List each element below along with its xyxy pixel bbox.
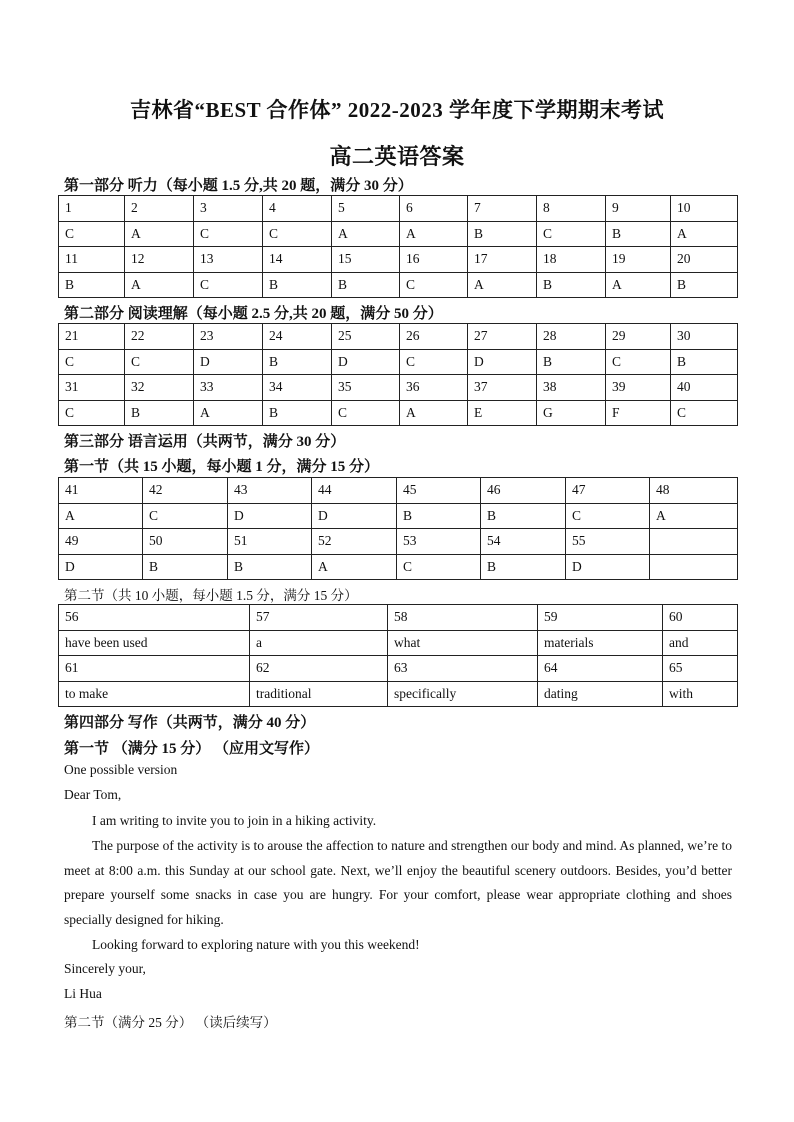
question-number-cell: 38 bbox=[537, 375, 606, 401]
answer-cell: B bbox=[537, 349, 606, 375]
question-number-cell: 1 bbox=[59, 196, 125, 222]
answer-cell: B bbox=[481, 503, 566, 529]
part4-section2-heading: 第二节（满分 25 分） （读后续写） bbox=[64, 1015, 277, 1030]
answer-cell: B bbox=[59, 272, 125, 298]
answer-cell: D bbox=[228, 503, 312, 529]
question-number-cell: 48 bbox=[650, 478, 738, 504]
part4-section1-heading: 第一节 （满分 15 分） （应用文写作） bbox=[64, 741, 320, 757]
question-number-cell: 19 bbox=[606, 247, 671, 273]
answer-cell: A bbox=[671, 221, 738, 247]
letter-greeting: Dear Tom, bbox=[64, 787, 122, 802]
question-number-cell: 2 bbox=[125, 196, 194, 222]
question-number-cell: 6 bbox=[400, 196, 468, 222]
letter-closing: Sincerely your, bbox=[64, 961, 146, 976]
answer-cell: C bbox=[332, 400, 400, 426]
answer-cell: D bbox=[312, 503, 397, 529]
answer-cell: A bbox=[650, 503, 738, 529]
question-number-cell: 37 bbox=[468, 375, 537, 401]
question-number-cell: 42 bbox=[143, 478, 228, 504]
answer-cell: D bbox=[468, 349, 537, 375]
answer-cell: A bbox=[194, 400, 263, 426]
question-number-cell: 15 bbox=[332, 247, 400, 273]
question-number-cell: 16 bbox=[400, 247, 468, 273]
answer-cell: D bbox=[194, 349, 263, 375]
question-number-cell: 14 bbox=[263, 247, 332, 273]
answer-cell: C bbox=[263, 221, 332, 247]
answer-cell: C bbox=[606, 349, 671, 375]
question-number-cell: 65 bbox=[663, 656, 738, 682]
answer-cell: materials bbox=[538, 630, 663, 656]
answer-cell: C bbox=[59, 349, 125, 375]
question-number-row bbox=[59, 605, 738, 631]
answer-row bbox=[59, 503, 738, 529]
answer-cell: C bbox=[671, 400, 738, 426]
question-number-cell: 9 bbox=[606, 196, 671, 222]
part2-answer-table bbox=[58, 323, 738, 426]
question-number-row bbox=[59, 247, 738, 273]
answer-cell: C bbox=[400, 349, 468, 375]
question-number-cell: 3 bbox=[194, 196, 263, 222]
answer-cell: have been used bbox=[59, 630, 250, 656]
answer-cell: D bbox=[59, 554, 143, 580]
answer-cell: B bbox=[228, 554, 312, 580]
question-number-cell: 5 bbox=[332, 196, 400, 222]
question-number-row bbox=[59, 324, 738, 350]
question-number-cell: 41 bbox=[59, 478, 143, 504]
part3-heading: 第三部分 语言运用（共两节，满分 30 分） bbox=[64, 434, 346, 450]
answer-cell: with bbox=[663, 681, 738, 707]
question-number-cell: 12 bbox=[125, 247, 194, 273]
question-number-cell: 62 bbox=[250, 656, 388, 682]
answer-cell: C bbox=[400, 272, 468, 298]
answer-cell: A bbox=[312, 554, 397, 580]
question-number-cell: 61 bbox=[59, 656, 250, 682]
answer-cell: specifically bbox=[388, 681, 538, 707]
question-number-cell: 44 bbox=[312, 478, 397, 504]
answer-cell: D bbox=[566, 554, 650, 580]
answer-cell: A bbox=[59, 503, 143, 529]
question-number-cell: 17 bbox=[468, 247, 537, 273]
document-subtitle: 高二英语答案 bbox=[329, 144, 465, 169]
answer-cell: C bbox=[537, 221, 606, 247]
question-number-cell: 36 bbox=[400, 375, 468, 401]
question-number-cell: 63 bbox=[388, 656, 538, 682]
question-number-cell: 57 bbox=[250, 605, 388, 631]
answer-cell: A bbox=[332, 221, 400, 247]
question-number-cell: 33 bbox=[194, 375, 263, 401]
question-number-cell: 28 bbox=[537, 324, 606, 350]
part3-section1-answer-table bbox=[58, 477, 738, 580]
question-number-cell: 54 bbox=[481, 529, 566, 555]
answer-cell: A bbox=[606, 272, 671, 298]
question-number-cell: 26 bbox=[400, 324, 468, 350]
question-number-cell: 60 bbox=[663, 605, 738, 631]
letter-signature: Li Hua bbox=[64, 986, 102, 1001]
question-number-cell: 52 bbox=[312, 529, 397, 555]
question-number-cell: 27 bbox=[468, 324, 537, 350]
question-number-cell: 59 bbox=[538, 605, 663, 631]
part3-section1-heading: 第一节（共 15 小题，每小题 1 分，满分 15 分） bbox=[64, 459, 380, 475]
answer-cell: C bbox=[566, 503, 650, 529]
answer-cell: B bbox=[332, 272, 400, 298]
question-number-cell: 25 bbox=[332, 324, 400, 350]
question-number-cell: 21 bbox=[59, 324, 125, 350]
question-number-cell: 29 bbox=[606, 324, 671, 350]
part3-section2-heading: 第二节（共 10 小题，每小题 1.5 分，满分 15 分） bbox=[64, 588, 358, 603]
question-number-cell: 50 bbox=[143, 529, 228, 555]
question-number-cell: 47 bbox=[566, 478, 650, 504]
answer-cell: F bbox=[606, 400, 671, 426]
answer-cell: A bbox=[125, 221, 194, 247]
answer-cell: C bbox=[59, 400, 125, 426]
question-number-row bbox=[59, 529, 738, 555]
question-number-cell: 32 bbox=[125, 375, 194, 401]
answer-cell: A bbox=[400, 400, 468, 426]
question-number-cell: 40 bbox=[671, 375, 738, 401]
question-number-cell: 56 bbox=[59, 605, 250, 631]
part2-heading: 第二部分 阅读理解（每小题 2.5 分,共 20 题，满分 50 分） bbox=[64, 306, 443, 322]
question-number-row bbox=[59, 375, 738, 401]
answer-cell: A bbox=[400, 221, 468, 247]
answer-row bbox=[59, 272, 738, 298]
letter-paragraph-1: I am writing to invite you to join in a hiking activity. bbox=[92, 813, 377, 828]
question-number-cell: 49 bbox=[59, 529, 143, 555]
letter-paragraph-2: The purpose of the activity is to arouse the affection to nature and strengthen our body and mind. As planned, we’re to meet at 8:00 a.m. this Sunday at our school gate. Next, we’ll enjoy the beautiful scenery outdoors. Besides, you’d better prepare yourself some snacks in case you are hungry. For your comfort, please wear appropriate clothing and shoes specially designed for hiking. bbox=[64, 838, 732, 928]
question-number-cell: 31 bbox=[59, 375, 125, 401]
answer-cell: B bbox=[263, 272, 332, 298]
question-number-cell bbox=[650, 529, 738, 555]
answer-cell: G bbox=[537, 400, 606, 426]
question-number-cell: 11 bbox=[59, 247, 125, 273]
question-number-row bbox=[59, 656, 738, 682]
answer-cell: C bbox=[194, 221, 263, 247]
answer-cell: C bbox=[59, 221, 125, 247]
part1-answer-table bbox=[58, 195, 738, 298]
answer-cell: B bbox=[606, 221, 671, 247]
answer-cell: and bbox=[663, 630, 738, 656]
question-number-row bbox=[59, 478, 738, 504]
answer-cell: C bbox=[143, 503, 228, 529]
question-number-cell: 58 bbox=[388, 605, 538, 631]
question-number-cell: 23 bbox=[194, 324, 263, 350]
question-number-cell: 7 bbox=[468, 196, 537, 222]
answer-cell: traditional bbox=[250, 681, 388, 707]
answer-row bbox=[59, 554, 738, 580]
answer-row bbox=[59, 630, 738, 656]
question-number-row bbox=[59, 196, 738, 222]
document-title: 吉林省“BEST 合作体” 2022-2023 学年度下学期期末考试 bbox=[129, 98, 665, 122]
question-number-cell: 4 bbox=[263, 196, 332, 222]
question-number-cell: 35 bbox=[332, 375, 400, 401]
letter-paragraph-3: Looking forward to exploring nature with you this weekend! bbox=[92, 937, 420, 952]
answer-cell: dating bbox=[538, 681, 663, 707]
question-number-cell: 34 bbox=[263, 375, 332, 401]
answer-row bbox=[59, 349, 738, 375]
answer-row bbox=[59, 221, 738, 247]
question-number-cell: 30 bbox=[671, 324, 738, 350]
answer-cell: B bbox=[397, 503, 481, 529]
question-number-cell: 24 bbox=[263, 324, 332, 350]
question-number-cell: 55 bbox=[566, 529, 650, 555]
answer-cell: E bbox=[468, 400, 537, 426]
answer-cell: D bbox=[332, 349, 400, 375]
answer-cell: a bbox=[250, 630, 388, 656]
question-number-cell: 64 bbox=[538, 656, 663, 682]
answer-cell: C bbox=[125, 349, 194, 375]
answer-cell: B bbox=[263, 349, 332, 375]
question-number-cell: 45 bbox=[397, 478, 481, 504]
answer-cell: B bbox=[537, 272, 606, 298]
answer-row bbox=[59, 400, 738, 426]
answer-cell: A bbox=[125, 272, 194, 298]
answer-cell: B bbox=[468, 221, 537, 247]
answer-cell: what bbox=[388, 630, 538, 656]
question-number-cell: 51 bbox=[228, 529, 312, 555]
answer-cell: B bbox=[481, 554, 566, 580]
question-number-cell: 8 bbox=[537, 196, 606, 222]
answer-cell: B bbox=[125, 400, 194, 426]
question-number-cell: 39 bbox=[606, 375, 671, 401]
question-number-cell: 13 bbox=[194, 247, 263, 273]
answer-cell: C bbox=[397, 554, 481, 580]
question-number-cell: 20 bbox=[671, 247, 738, 273]
answer-cell: to make bbox=[59, 681, 250, 707]
answer-row bbox=[59, 681, 738, 707]
question-number-cell: 22 bbox=[125, 324, 194, 350]
answer-cell: B bbox=[143, 554, 228, 580]
question-number-cell: 53 bbox=[397, 529, 481, 555]
part4-heading: 第四部分 写作（共两节，满分 40 分） bbox=[64, 715, 316, 731]
version-label: One possible version bbox=[64, 762, 178, 777]
question-number-cell: 43 bbox=[228, 478, 312, 504]
answer-cell: B bbox=[263, 400, 332, 426]
answer-cell: C bbox=[194, 272, 263, 298]
question-number-cell: 10 bbox=[671, 196, 738, 222]
answer-cell: B bbox=[671, 272, 738, 298]
answer-cell: A bbox=[468, 272, 537, 298]
part1-heading: 第一部分 听力（每小题 1.5 分,共 20 题，满分 30 分） bbox=[64, 178, 413, 194]
question-number-cell: 18 bbox=[537, 247, 606, 273]
answer-cell bbox=[650, 554, 738, 580]
question-number-cell: 46 bbox=[481, 478, 566, 504]
part3-section2-answer-table bbox=[58, 604, 738, 707]
answer-cell: B bbox=[671, 349, 738, 375]
